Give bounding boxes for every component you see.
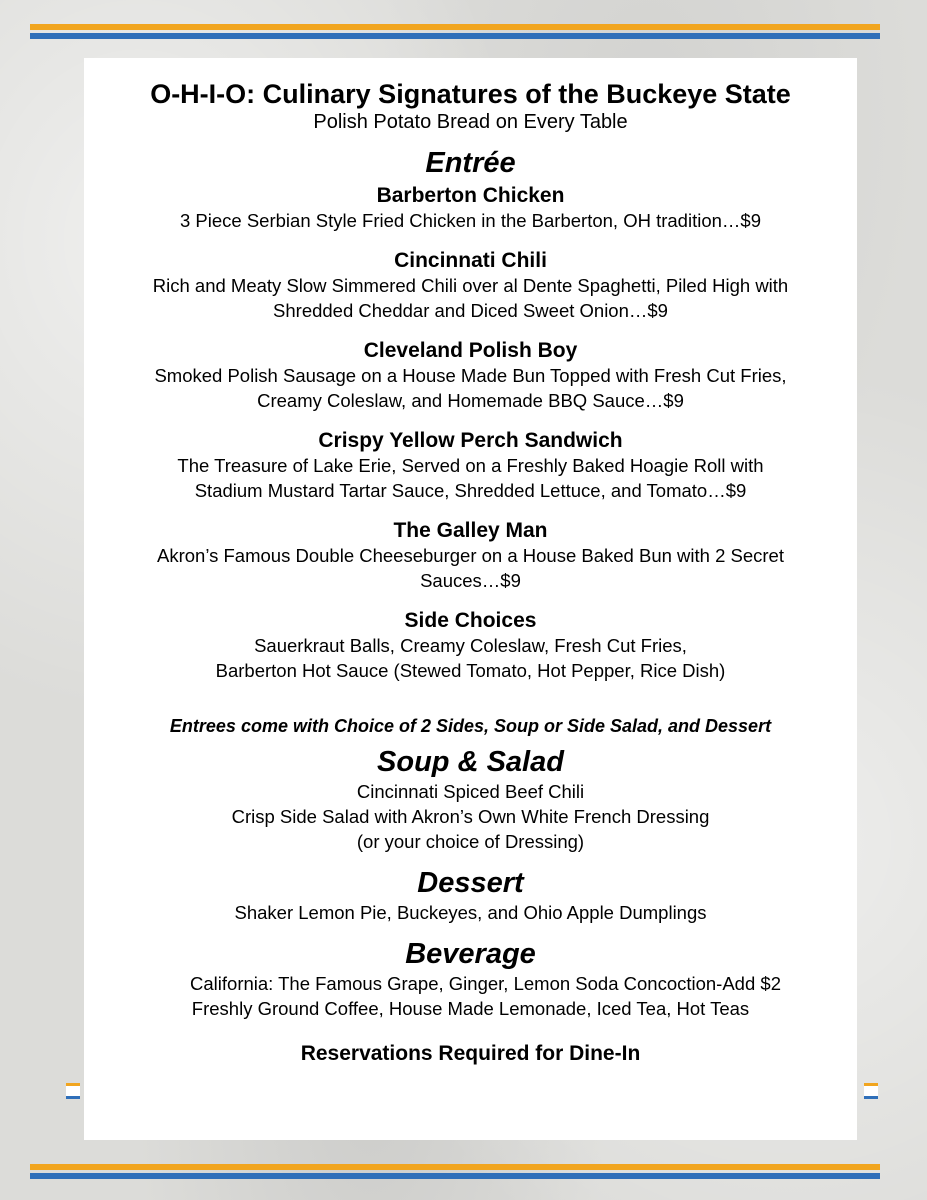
soup-salad-heading: Soup & Salad xyxy=(377,746,564,778)
item-desc-line: Stadium Mustard Tartar Sauce, Shredded Lettuce, and Tomato…$9 xyxy=(194,480,747,501)
dessert-line: Shaker Lemon Pie, Buckeyes, and Ohio Apple Dumplings xyxy=(234,902,707,923)
dessert-heading: Dessert xyxy=(417,867,524,899)
item-desc-line: Akron’s Famous Double Cheeseburger on a House Baked Bun with 2 Secret xyxy=(157,545,784,566)
menu-title: O-H-I-O: Culinary Signatures of the Buckeye State xyxy=(150,79,791,109)
soup-salad-line: (or your choice of Dressing) xyxy=(356,831,585,852)
item-desc-line: Barberton Hot Sauce (Stewed Tomato, Hot Pepper, Rice Dish) xyxy=(215,660,726,681)
entree-item xyxy=(84,338,857,413)
item-name: Cleveland Polish Boy xyxy=(363,339,578,362)
right-stripe-tab xyxy=(864,1083,878,1099)
soup-salad-line: Crisp Side Salad with Akron’s Own White French Dressing xyxy=(231,806,710,827)
left-stripe-tab xyxy=(66,1083,80,1099)
beverage-heading: Beverage xyxy=(405,938,536,970)
item-name: Side Choices xyxy=(404,609,537,632)
menu-panel xyxy=(84,58,857,1140)
item-desc-line: Rich and Meaty Slow Simmered Chili over al Dente Spaghetti, Piled High with xyxy=(152,275,789,296)
beverage-line: Freshly Ground Coffee, House Made Lemonade, Iced Tea, Hot Teas xyxy=(191,998,750,1019)
entree-item xyxy=(84,518,857,593)
entree-item xyxy=(84,428,857,503)
entree-item xyxy=(84,183,857,233)
item-name: Barberton Chicken xyxy=(376,184,565,207)
beverage-line: California: The Famous Grape, Ginger, Lemon Soda Concoction-Add $2 xyxy=(190,973,781,994)
item-desc-line: Sauerkraut Balls, Creamy Coleslaw, Fresh Cut Fries, xyxy=(254,635,687,656)
side-choices xyxy=(84,608,857,683)
item-desc-line: The Treasure of Lake Erie, Served on a Freshly Baked Hoagie Roll with xyxy=(177,455,764,476)
item-name: The Galley Man xyxy=(393,519,548,542)
item-name: Crispy Yellow Perch Sandwich xyxy=(318,429,623,452)
item-desc-line: Sauces…$9 xyxy=(420,570,521,591)
reservations-note: Reservations Required for Dine-In xyxy=(300,1042,641,1065)
top-blue-stripe xyxy=(30,33,880,39)
entree-note: Entrees come with Choice of 2 Sides, Soup or Side Salad, and Dessert xyxy=(169,716,772,736)
soup-salad-line: Cincinnati Spiced Beef Chili xyxy=(356,781,585,802)
bottom-gold-stripe xyxy=(30,1164,880,1170)
bottom-blue-stripe xyxy=(30,1173,880,1179)
entree-item xyxy=(84,248,857,323)
item-desc-line: 3 Piece Serbian Style Fried Chicken in the Barberton, OH tradition…$9 xyxy=(180,210,761,231)
item-desc-line: Creamy Coleslaw, and Homemade BBQ Sauce…$9 xyxy=(257,390,684,411)
item-name: Cincinnati Chili xyxy=(394,249,547,272)
item-desc-line: Smoked Polish Sausage on a House Made Bun Topped with Fresh Cut Fries, xyxy=(154,365,787,386)
entree-heading: Entrée xyxy=(425,147,516,179)
top-gold-stripe xyxy=(30,24,880,30)
menu-subtitle: Polish Potato Bread on Every Table xyxy=(313,111,628,133)
item-desc-line: Shredded Cheddar and Diced Sweet Onion…$9 xyxy=(273,300,668,321)
